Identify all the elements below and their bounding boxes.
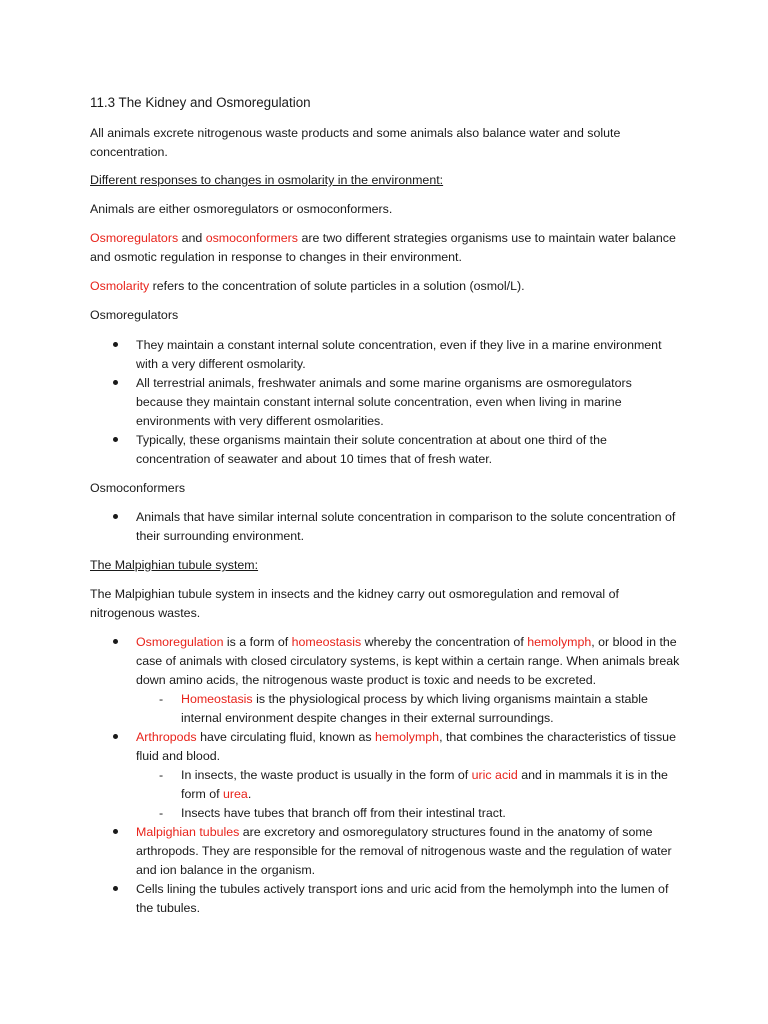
sub-list (136, 766, 680, 823)
term-arthropods: Arthropods (136, 730, 197, 744)
term-hemolymph: hemolymph (375, 730, 440, 744)
malpighian-list (90, 633, 680, 918)
list-item: Typically, these organisms maintain their solute concentration at about one third of the concentration of seawater and about 10 times that of fresh water. (90, 431, 680, 469)
list-item: Animals that have similar internal solute concentration in comparison to the solute concentration of their surrounding environment. (90, 508, 680, 546)
section-heading-text: The Malpighian tubule system: (90, 558, 259, 572)
term-osmolarity: Osmolarity (90, 279, 150, 293)
term-osmoregulation: Osmoregulation (136, 635, 224, 649)
list-item: Cells lining the tubules actively transport ions and uric acid from the hemolymph into the lumen of the tubules. (90, 880, 680, 918)
osmoconformers-list (90, 508, 680, 546)
list-item: They maintain a constant internal solute concentration, even if they live in a marine environment with a very different osmolarity. (90, 336, 680, 374)
list-item (90, 633, 680, 728)
text-run: In insects, the waste product is usually in the form of (181, 768, 472, 782)
text-run: are two different strategies organisms use to maintain water balance and osmotic regulation in response to changes in their environment. (90, 231, 676, 264)
text-run: , or blood in the case of animals with closed circulatory systems, is kept within a certain range. When animals break down amino acids, the nitrogenous waste product is toxic and needs to be excreted. (136, 635, 680, 687)
osmolarity-paragraph (90, 277, 680, 296)
list-item (90, 728, 680, 823)
sub-list-item (136, 690, 680, 728)
term-osmoregulators: Osmoregulators (90, 231, 179, 245)
text-run: is the physiological process by which living organisms maintain a stable internal environment despite changes in their external surroundings. (181, 692, 648, 725)
text-run: . (247, 787, 252, 801)
list-item (90, 823, 680, 880)
text-run: and (178, 231, 206, 245)
osmoregulators-label: Osmoregulators (90, 308, 179, 322)
term-urea: urea (223, 787, 248, 801)
osmoregulators-list (90, 336, 680, 469)
strategies-paragraph (90, 229, 680, 267)
term-osmoconformers: osmoconformers (205, 231, 298, 245)
malpighian-intro-paragraph: The Malpighian tubule system in insects and the kidney carry out osmoregulation and removal of nitrogenous wastes. (90, 587, 619, 620)
text-run: are excretory and osmoregulatory structures found in the anatomy of some arthropods. They are responsible for the removal of nitrogenous waste and the regulation of water and ion balance in the organism. (136, 825, 672, 877)
sub-list (136, 690, 680, 728)
term-homeostasis: homeostasis (291, 635, 362, 649)
term-homeostasis: Homeostasis (181, 692, 253, 706)
sub-list-item (136, 766, 680, 804)
term-hemolymph: hemolymph (527, 635, 592, 649)
section-heading-text: Different responses to changes in osmolarity in the environment: (90, 173, 444, 187)
page-title: 11.3 The Kidney and Osmoregulation (90, 95, 311, 110)
text-run: refers to the concentration of solute particles in a solution (osmol/L). (149, 279, 525, 293)
term-malpighian-tubules: Malpighian tubules (136, 825, 240, 839)
term-uric-acid: uric acid (471, 768, 518, 782)
section-heading-osmolarity (90, 171, 680, 190)
list-item: All terrestrial animals, freshwater animals and some marine organisms are osmoregulators because they maintain constant internal solute concentration, even when living in marine environments with very different osmolarities. (90, 374, 680, 431)
text-run: and in mammals it is in the form of (181, 768, 668, 801)
osmoconformers-label: Osmoconformers (90, 481, 186, 495)
text-run: have circulating fluid, known as (196, 730, 376, 744)
text-run: , that combines the characteristics of tissue fluid and blood. (136, 730, 676, 763)
section-heading-malpighian (90, 556, 680, 575)
sub-list-item: - Insects have tubes that branch off from their intestinal tract. (136, 804, 680, 823)
text-run: is a form of (223, 635, 292, 649)
text-run: whereby the concentration of (361, 635, 528, 649)
either-paragraph: Animals are either osmoregulators or osmoconformers. (90, 202, 393, 216)
intro-paragraph: All animals excrete nitrogenous waste products and some animals also balance water and solute concentration. (90, 126, 621, 159)
